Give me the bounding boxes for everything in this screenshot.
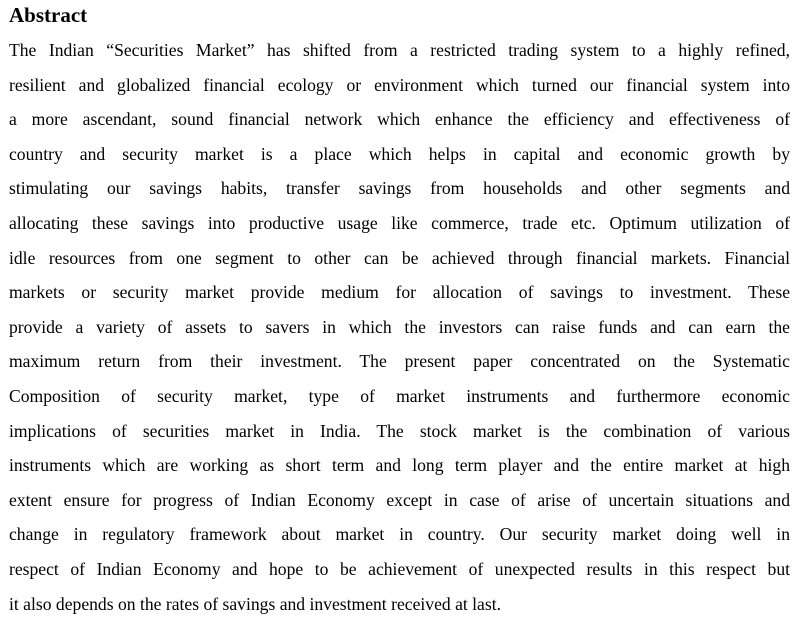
paragraph-line: respect of Indian Economy and hope to be achievement of unexpected results in this respect but [9, 558, 790, 579]
paragraph-line: provide a variety of assets to savers in which the investors can raise funds and can earn the [9, 316, 790, 337]
paragraph-line: it also depends on the rates of savings and investment received at last. [9, 593, 501, 614]
section-heading: Abstract [9, 3, 88, 27]
paragraph-line: country and security market is a place which helps in capital and economic growth by [9, 143, 790, 164]
paragraph-line: Composition of security market, type of market instruments and furthermore economic [9, 385, 790, 406]
paragraph-line: instruments which are working as short term and long term player and the entire market at high [9, 455, 790, 476]
paragraph-line: idle resources from one segment to other can be achieved through financial markets. Financial [9, 247, 790, 268]
paragraph-line: a more ascendant, sound financial network which enhance the efficiency and effectiveness of [9, 109, 790, 130]
abstract-paragraph [9, 33, 790, 621]
paragraph-line: The Indian “Securities Market” has shifted from a restricted trading system to a highly refined, [9, 40, 790, 60]
paragraph-line: implications of securities market in India. The stock market is the combination of various [9, 420, 790, 441]
paragraph-line: extent ensure for progress of Indian Economy except in case of arise of uncertain situations and [9, 489, 790, 510]
paragraph-line: stimulating our savings habits, transfer savings from households and other segments and [9, 178, 790, 199]
paragraph-line: resilient and globalized financial ecology or environment which turned our financial system into [9, 74, 790, 95]
paragraph-line: maximum return from their investment. The present paper concentrated on the Systematic [9, 351, 790, 372]
document-page [9, 0, 790, 621]
paragraph-line: allocating these savings into productive usage like commerce, trade etc. Optimum utilization of [9, 212, 790, 233]
paragraph-line: markets or security market provide medium for allocation of savings to investment. These [9, 282, 790, 303]
paragraph-line: change in regulatory framework about market in country. Our security market doing well in [9, 524, 790, 545]
